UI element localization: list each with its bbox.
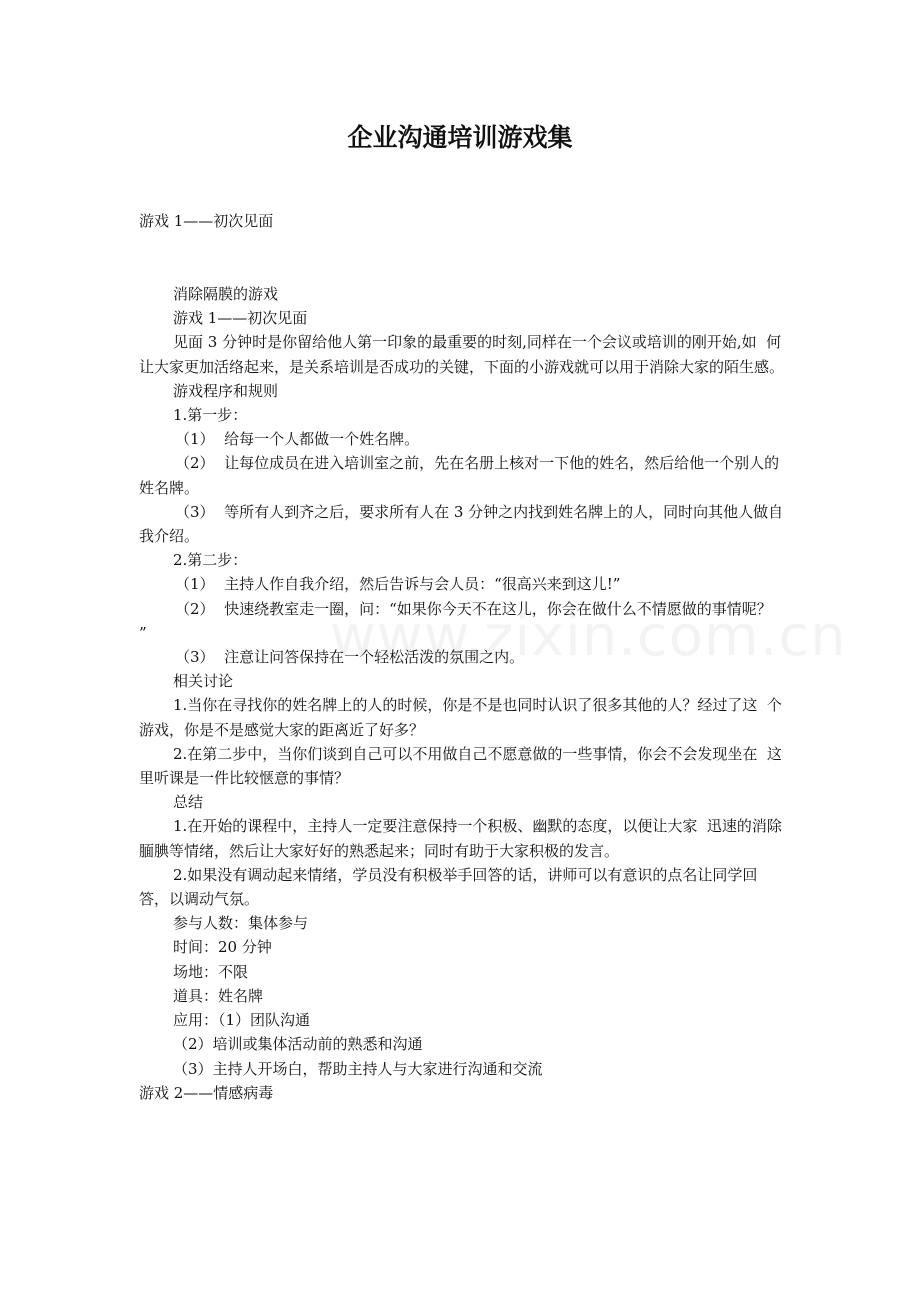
summary-heading: 总结 — [173, 793, 204, 812]
game-1-heading: 游戏 1——初次见面 — [139, 212, 274, 230]
game-2-heading: 游戏 2——情感病毒 — [139, 1083, 274, 1102]
summary-item-2: 2.如果没有调动起来情绪，学员没有积极举手回答的话，讲师可以有意识的点名让同学回 答，以调动气氛。 — [139, 865, 767, 909]
props-info: 道具：姓名牌 — [173, 986, 264, 1005]
discussion-item-1: 1.当你在寻找你的姓名牌上的人的时候，你是不是也同时认识了很多其他的人？经过了这 个游戏，你是不是感觉大家的距离近了好多？ — [139, 696, 782, 739]
summary-item-1: 1.在开始的课程中，主持人一定要注意保持一个积极、幽默的态度，以便让大家 迅速的消除腼腆等情绪，然后让大家好好的熟悉起来；同时有助于大家积极的发言。 — [139, 817, 782, 860]
discussion-item-2: 2.在第二步中，当你们谈到自己可以不用做自己不愿意做的一些事情，你会不会发现坐在 这里听课是一件比较惬意的事情？ — [139, 744, 782, 788]
participants-info: 参与人数：集体参与 — [173, 914, 309, 933]
venue-info: 场地：不限 — [173, 962, 249, 981]
step-1-item-1: （1） 给每一个人都做一个姓名牌。 — [175, 430, 420, 449]
application-item-2: （2）培训或集体活动前的熟悉和沟通 — [173, 1035, 423, 1054]
step-2-heading: 2.第二步： — [173, 551, 248, 570]
discussion-heading: 相关讨论 — [173, 672, 234, 691]
section-subheading: 游戏 1——初次见面 — [173, 309, 308, 328]
step-1-item-2: （2） 让每位成员在进入培训室之前，先在名册上核对一下他的姓名，然后给他一个别人的姓名牌。 — [139, 454, 780, 497]
document-title: 企业沟通培训游戏集 — [347, 123, 573, 152]
time-info: 时间：20 分钟 — [173, 938, 272, 957]
step-1-heading: 1.第一步： — [173, 406, 248, 425]
application-item-3: （3）主持人开场白，帮助主持人与大家进行沟通和交流 — [173, 1059, 543, 1078]
step-2-item-1: （1） 主持人作自我介绍，然后告诉与会人员：“很高兴来到这儿!” — [175, 575, 621, 594]
section-heading: 消除隔膜的游戏 — [173, 285, 279, 303]
intro-paragraph: 见面 3 分钟时是你留给他人第一印象的最重要的时刻,同样在一个会议或培训的刚开始,如 何 让大家更加活络起来，是关系培训是否成功的关键，下面的小游戏就可以用于消除大家的陌生感。 — [139, 333, 791, 376]
step-2-item-2: （2） 快速绕教室走一圈，问：“如果你今天不在这儿，你会在做什么不情愿做的事情呢？ ” — [139, 599, 782, 642]
document-body — [139, 282, 791, 1105]
step-2-item-3: （3） 注意让问答保持在一个轻松活泼的氛围之内。 — [175, 648, 525, 667]
step-1-item-3: （3） 等所有人到齐之后，要求所有人在 3 分钟之内找到姓名牌上的人，同时向其他人做自我介绍。 — [139, 502, 784, 546]
rules-heading: 游戏程序和规则 — [173, 381, 279, 400]
application-info: 应用：（1）团队沟通 — [173, 1011, 311, 1030]
